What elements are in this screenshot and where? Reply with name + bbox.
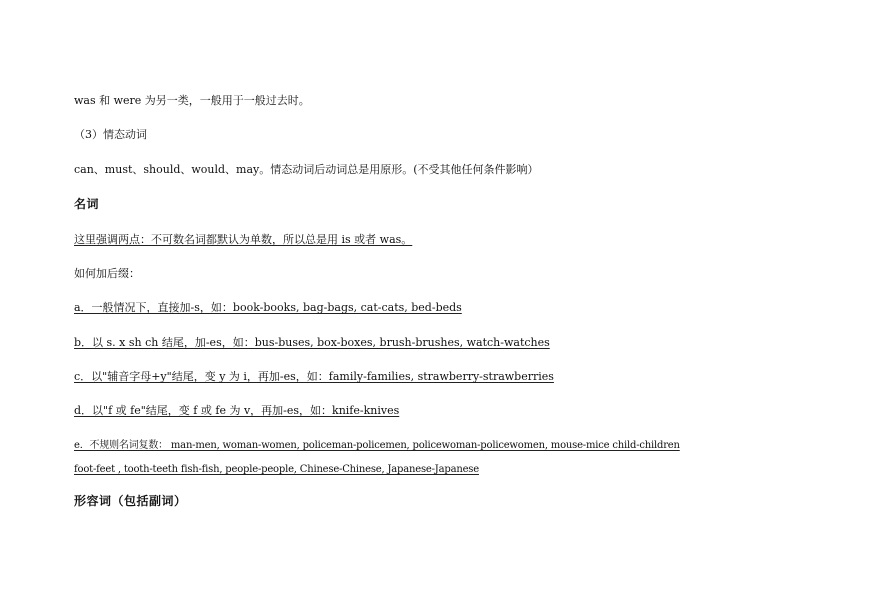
text-line-suffix-intro: 如何加后缀： [74,267,140,280]
text-line-modal-verbs: can、must、should、would、may。情态动词后动词总是用原形。(不受其他任何条件影响） [74,163,539,176]
text-line-uncountable-nouns: 这里强调两点：不可数名词都默认为单数，所以总是用 is 或者 was。 [74,233,413,246]
rule-c: c．以"辅音字母+y"结尾，变 y 为 i，再加-es，如：family-families, strawberry-strawberries [74,370,554,383]
rule-e-continued: foot-feet , tooth-teeth fish-fish, people-people, Chinese-Chinese, Japanese-Japanese [74,464,479,475]
text-line-was-were: was 和 were 为另一类，一般用于一般过去时。 [74,94,310,107]
rule-d: d．以"f 或 fe"结尾，变 f 或 fe 为 v，再加-es，如：knife-knives [74,404,400,417]
heading-noun: 名词 [74,197,100,211]
heading-adjective: 形容词（包括副词） [74,494,187,508]
rule-b: b．以 s. x sh ch 结尾，加-es，如：bus-buses, box-boxes, brush-brushes, watch-watches [74,336,550,349]
rule-a: a．一般情况下，直接加-s，如：book-books, bag-bags, cat-cats, bed-beds [74,301,462,314]
section-modal-verbs: （3）情态动词 [74,128,147,141]
rule-e: e．不规则名词复数： man-men, woman-women, policeman-policemen, policewoman-policewomen, mouse-mice child-children [74,440,680,451]
